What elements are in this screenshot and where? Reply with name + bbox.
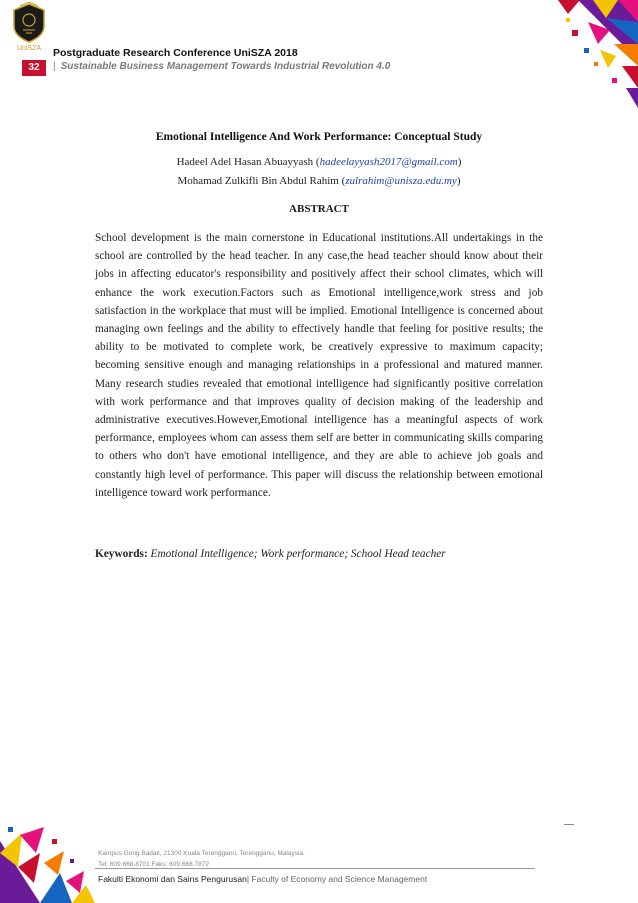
faculty-name-english: Faculty of Economy and Science Management xyxy=(249,874,428,884)
keywords xyxy=(95,548,543,560)
decorative-pattern-bottom-left xyxy=(0,823,95,903)
author-email[interactable]: hadeelayyash2017@gmail.com xyxy=(319,156,458,168)
keywords-value: Emotional Intelligence; Work performance; School Head teacher xyxy=(150,548,446,560)
keywords-label: Keywords: xyxy=(95,548,148,560)
footer-faculty xyxy=(98,874,427,884)
title-block xyxy=(95,131,543,215)
author-line: Mohamad Zulkifli Bin Abdul Rahim (zulrahim@unisza.edu.my) xyxy=(177,175,461,187)
author-email[interactable]: zulrahim@unisza.edu.my xyxy=(345,175,457,187)
conference-theme xyxy=(53,61,390,72)
author-line: Hadeel Adel Hasan Abuayyash (hadeelayyash2017@gmail.com) xyxy=(176,156,462,168)
author-name: Mohamad Zulkifli Bin Abdul Rahim xyxy=(177,175,339,187)
unisza-logo xyxy=(8,2,50,52)
conference-title: Postgraduate Research Conference UniSZA 2018 xyxy=(53,47,298,59)
divider xyxy=(564,824,574,825)
faculty-name-malay: Fakulti Ekonomi dan Sains Pengurusan xyxy=(98,874,247,884)
paper-title: Emotional Intelligence And Work Performance: Conceptual Study xyxy=(155,131,483,143)
logo-wordmark: UniSZA xyxy=(16,45,42,52)
page-number-badge: 32 xyxy=(22,60,46,76)
footer-divider xyxy=(95,868,535,869)
author-name: Hadeel Adel Hasan Abuayyash xyxy=(176,156,314,168)
footer-contact-line: Tel: 609.668.8701 Faks: 609.668.7872 xyxy=(98,861,209,868)
footer-separator: | xyxy=(246,874,250,884)
footer-address xyxy=(98,848,305,870)
abstract-text: School development is the main cornerstone in Educational institutions.All undertakings in the school are controlled by the head teacher. In any case,the head teacher should know about their jobs in affecting educator's responsibility and positively affect their school climates, which will enhance the work execution.Factors such as Emotional intelligence,work stress and job satisfaction in the workplace that must will be implied. Emotional Intelligence is concerned about managing own feelings and the ability to effectively handle that feeling for positive results; the ability to be motivated to complete work, be creatively expressive to maximum capacity; becoming sensitive enough and managing relationships in a professional and matured manner. Many research studies revealed that emotional intelligence had significantly positive correlation with work performance and that improves quality of decision making of the leadership and administrative executives.However,Emotional intelligence has a meaningful aspects of work performance, employees whom can assess them self are better in communicating skills comparing to others who don't have emotional intelligence, and they are able to achieve job goals and constantly high level of performance. This paper will discuss the relationship between emotional intelligence toward work performance. xyxy=(95,232,543,499)
conference-theme-text: Sustainable Business Management Towards Industrial Revolution 4.0 xyxy=(60,61,391,72)
header-separator: | xyxy=(53,61,56,72)
footer-address-line: Kampus Gong Badak, 21300 Kuala Terengganu, Terengganu, Malaysia. xyxy=(98,850,305,857)
abstract-heading: ABSTRACT xyxy=(289,203,349,215)
decorative-pattern-top-right xyxy=(518,0,638,110)
